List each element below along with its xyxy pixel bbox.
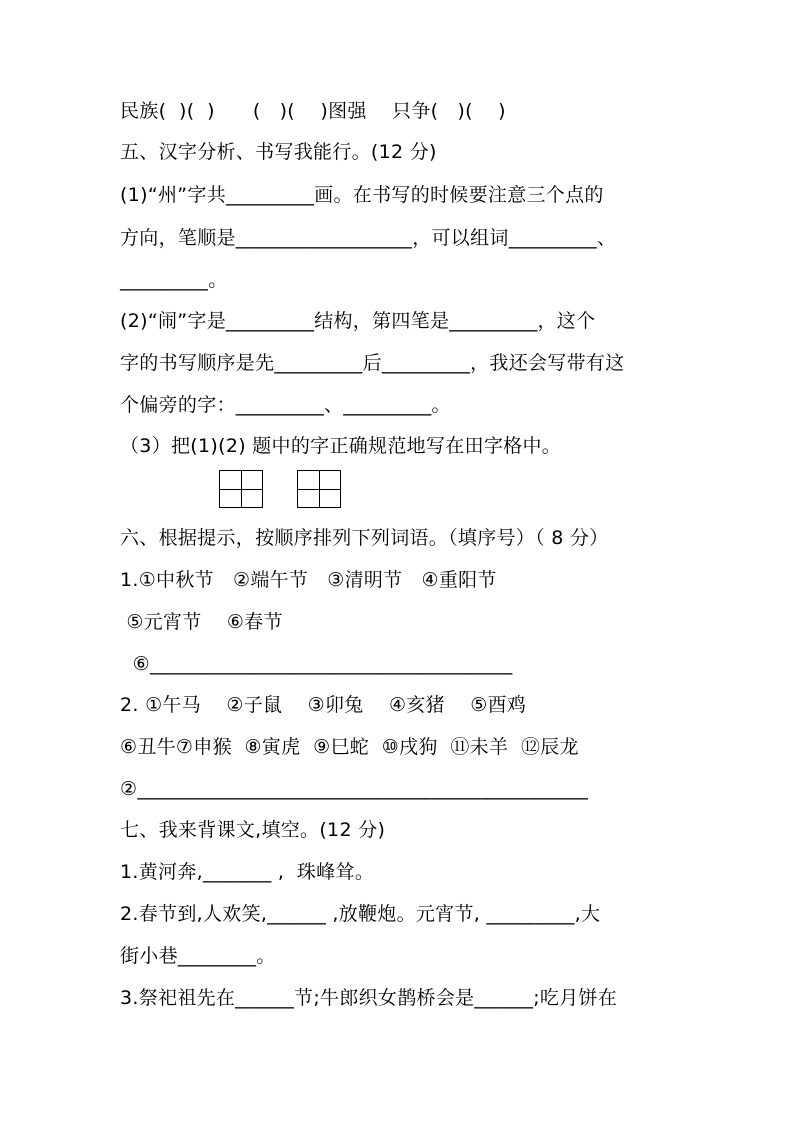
section-6-heading: 六、根据提示，按顺序排列下列词语。（填序号）（ 8 分）: [120, 527, 609, 549]
recite-question-2-line-2: 街小巷________。: [120, 945, 276, 967]
question-2-line-3: 个偏旁的字：_________、_________。: [120, 394, 451, 416]
question-1-line-2: 方向，笔顺是__________________，可以组词_________、: [120, 227, 617, 249]
zodiac-answer-line: ②______________________________________________: [120, 778, 589, 800]
recite-question-1: 1.黄河奔,_______ , 珠峰耸。: [120, 861, 375, 883]
grid-vertical-line: [241, 471, 242, 507]
zodiac-line-2: ⑥丑牛⑦申猴 ⑧寅虎 ⑨巳蛇 ⑩戌狗 ⑪未羊 ⑫辰龙: [120, 736, 579, 758]
question-3-line: （3）把(1)(2) 题中的字正确规范地写在田字格中。: [120, 435, 562, 457]
recite-question-2-line-1: 2.春节到,人欢笑,______ ,放鞭炮。元宵节, _________,大: [120, 903, 601, 925]
question-1-line-1: (1)“州”字共_________画。在书写的时候要注意三个点的: [120, 184, 604, 206]
section-5-heading: 五、汉字分析、书写我能行。(12 分): [120, 141, 437, 163]
festivals-answer-line: ⑥_____________________________________: [120, 653, 513, 675]
tianzi-grid-1: [219, 470, 263, 508]
question-1-line-3: _________。: [120, 269, 228, 291]
festivals-line-1: 1.①中秋节 ②端午节 ③清明节 ④重阳节: [120, 569, 497, 591]
recite-question-3: 3.祭祀祖先在______节;牛郎织女鹊桥会是______;吃月饼在: [120, 987, 618, 1009]
question-2-line-2: 字的书写顺序是先_________后_________，我还会写带有这: [120, 352, 625, 374]
zodiac-line-1: 2. ①午马 ②子鼠 ③卯兔 ④亥猪 ⑤酉鸡: [120, 694, 527, 716]
idiom-fill-line: 民族( )( ) ( )( )图强 只争( )( ): [120, 100, 506, 122]
section-7-heading: 七、我来背课文,填空。(12 分): [120, 819, 386, 841]
tianzi-grid-2: [297, 470, 341, 508]
festivals-line-2: ⑤元宵节 ⑥春节: [120, 611, 283, 633]
grid-vertical-line: [319, 471, 320, 507]
question-2-line-1: (2)“闹”字是_________结构，第四笔是_________，这个: [120, 310, 596, 332]
